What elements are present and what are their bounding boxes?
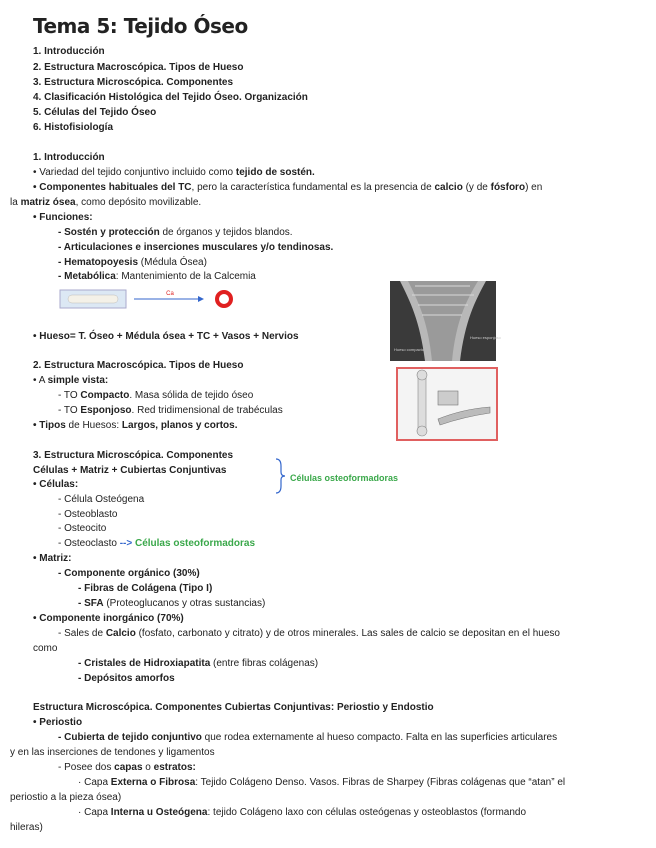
bone-section-photo <box>390 281 501 361</box>
index-item: 6. Histofisiología <box>33 122 114 133</box>
text-line: • Variedad del tejido conjuntivo incluido como tejido de sostén. <box>33 167 315 178</box>
text-line: como <box>33 643 58 654</box>
matrix-item: - Depósitos amorfos <box>78 673 175 684</box>
brace-icon <box>274 458 286 494</box>
bone-types-image <box>396 367 498 441</box>
section-1-heading: 1. Introducción <box>33 152 105 163</box>
text-line: y en las inserciones de tendones y ligamentos <box>10 747 215 758</box>
cell-item: - Osteoblasto <box>58 509 118 520</box>
text-line: • Tipos de Huesos: Largos, planos y cortos. <box>33 420 238 431</box>
text-line: - TO Esponjoso. Red tridimensional de trabéculas <box>58 405 283 416</box>
matrix-item: • Componente inorgánico (70%) <box>33 613 184 624</box>
index-item: 5. Células del Tejido Óseo <box>33 107 157 118</box>
matrix-item: - SFA (Proteoglucanos y otras sustancias) <box>78 598 266 609</box>
text-line: • Componentes habituales del TC, pero la característica fundamental es la presencia de calcio (y de fósforo) en <box>33 182 543 193</box>
photo-label: Hueso compacto <box>394 347 425 352</box>
text-line: - Posee dos capas o estratos: <box>58 762 196 773</box>
funciones-label: • Funciones: <box>33 212 93 223</box>
text-line: · Capa Interna u Osteógena: tejido Colágeno laxo con células osteógenas y osteoblastos (formando <box>78 807 527 818</box>
page-title: Tema 5: Tejido Óseo <box>33 14 248 38</box>
index-item: 1. Introducción <box>33 46 105 57</box>
index-item: 4. Clasificación Histológica del Tejido Óseo. Organización <box>33 92 308 103</box>
index-item: 3. Estructura Microscópica. Componentes <box>33 77 234 88</box>
arrow-head-icon <box>198 296 204 302</box>
text-line: - TO Compacto. Masa sólida de tejido óseo <box>58 390 254 401</box>
photo-label: Hueso esponjoso <box>470 335 501 340</box>
periostio-label: • Periostio <box>33 717 83 728</box>
matriz-label: • Matriz: <box>33 553 72 564</box>
ca-label: Ca <box>166 291 174 297</box>
text-line: hileras) <box>10 822 43 833</box>
text-line: - Sales de Calcio (fosfato, carbonato y citrato) y de otros minerales. Las sales de calcio se depositan en el hueso <box>58 628 560 639</box>
text-line: • A simple vista: <box>33 375 109 386</box>
section-3-heading: 3. Estructura Microscópica. Componentes <box>33 450 234 461</box>
text-line: periostio a la pieza ósea) <box>10 792 122 803</box>
hueso-formula: • Hueso= T. Óseo + Médula ósea + TC + Vasos + Nervios <box>33 331 299 342</box>
components-formula: Células + Matriz + Cubiertas Conjuntivas <box>33 465 227 476</box>
calcium-diagram <box>58 286 248 314</box>
matrix-item: - Fibras de Colágena (Tipo I) <box>78 583 213 594</box>
cell-item: - Célula Osteógena <box>58 494 145 505</box>
matrix-item: - Cristales de Hidroxiapatita (entre fibras colágenas) <box>78 658 319 669</box>
matrix-item: - Componente orgánico (30%) <box>58 568 200 579</box>
function-item: - Metabólica: Mantenimiento de la Calcemia <box>58 271 256 282</box>
section-4-heading: Estructura Microscópica. Componentes Cubiertas Conjuntivas: Periostio y Endostio <box>33 702 434 713</box>
text-line: - Cubierta de tejido conjuntivo que rodea externamente al hueso compacto. Falta en las superficies articulares <box>58 732 558 743</box>
function-item: - Hematopoyesis (Médula Ósea) <box>58 257 207 268</box>
text-line: la matriz ósea, como depósito movilizable. <box>10 197 202 208</box>
arrow-icon: --> <box>119 538 133 549</box>
function-item: - Sostén y protección de órganos y tejidos blandos. <box>58 227 293 238</box>
index-item: 2. Estructura Macroscópica. Tipos de Hueso <box>33 62 244 73</box>
cell-item: - Osteocito <box>58 523 107 534</box>
cell-item: - Osteoclasto --> Células osteoformadoras <box>58 538 256 549</box>
celulas-label: • Células: <box>33 479 79 490</box>
function-item: - Articulaciones e inserciones musculares y/o tendinosas. <box>58 242 334 253</box>
calcium-ring-icon <box>217 292 231 306</box>
text-line: · Capa Externa o Fibrosa: Tejido Colágeno Denso. Vasos. Fibras de Sharpey (Fibras colágenas que “atan” el <box>78 777 566 788</box>
brace-label: Células osteoformadoras <box>290 473 399 483</box>
section-2-heading: 2. Estructura Macroscópica. Tipos de Hueso <box>33 360 244 371</box>
